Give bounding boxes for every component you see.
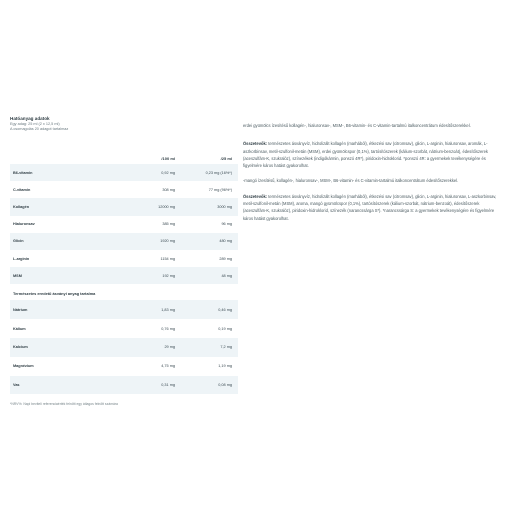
intro-paragraph: erdei gyümölcs ízesítésű kollagén-, hialuronsav-, MSM-, B6-vitamin- és C-vitamin-tartalmú italkoncentrátum édesítőszerekkel. <box>243 123 471 128</box>
row-per-25ml: 96 mg <box>221 222 232 227</box>
row-per-100ml: 0,92 mg <box>161 170 175 175</box>
row-name: Magnézium <box>13 364 34 369</box>
table-row <box>10 300 238 319</box>
table-row <box>10 233 238 250</box>
row-per-100ml: 12000 mg <box>158 204 175 209</box>
table-row <box>10 357 238 376</box>
minerals-section-title: Természetes eredetű ásványi anyag tartalma <box>13 290 96 296</box>
row-name: Nátrium <box>13 307 28 312</box>
active-ingredients-table <box>10 164 238 284</box>
row-name: B6-vitamin <box>13 170 33 175</box>
ingredients-text: természetes ásványvíz, hidrolizált kollagén (marhából), étkezési sav (citromsav), glicin, L-arginin, hialuronsav, L-aszkorbinsav, metil-szulfonil-metán (MSM), aroma, mangó gyümölcspor (0,1%), tartósítószerek (kálium-szorbát, nátrium-benzoát), édesítőszerek (aceszulfám-K, szukralóz), piridoxin-hidroklorid, színezék (narancssárga S*). *narancssárga S: a gyermekek tevékenységére és figyelmére káros hatást gyakorolhat. <box>243 193 497 221</box>
row-per-100ml: 29 mg <box>164 345 175 350</box>
row-name: Hialuronsav <box>13 222 35 227</box>
row-per-25ml: 0,46 mg <box>218 307 232 312</box>
product-description <box>243 122 503 230</box>
row-name: Vas <box>13 382 20 387</box>
row-per-100ml: 192 mg <box>162 273 175 278</box>
table-row <box>10 338 238 357</box>
row-per-100ml: 0,76 mg <box>161 326 175 331</box>
row-per-100ml: 0,31 mg <box>161 382 175 387</box>
row-per-25ml: 1,19 mg <box>218 364 232 369</box>
row-per-100ml: 1920 mg <box>160 239 175 244</box>
table-header <box>10 152 238 164</box>
table-row <box>10 216 238 233</box>
table-row <box>10 250 238 267</box>
row-per-25ml: 0,08 mg <box>218 382 232 387</box>
table-row <box>10 198 238 215</box>
row-per-100ml: 308 mg <box>162 187 175 192</box>
nutrition-panel <box>10 116 238 406</box>
row-per-100ml: 4,75 mg <box>161 364 175 369</box>
mango-paragraph: -mangó ízesítésű, kollagén-, hialuronsav-, MSM-, B6-vitamin- és C-vitamin-tartalmú italkoncentrátum édesítőszerekkel. <box>243 178 459 184</box>
row-per-25ml: 77 mg (96%*) <box>208 187 232 192</box>
panel-title: Hatóanyag adatok <box>10 116 50 121</box>
table-row <box>10 267 238 284</box>
ingredients-text: természetes ásványvíz, hidrolizált kollagén (marhából), étkezési sav (citromsav), glicin, L-arginin, hialuronsav, aromák, L-aszkorbinsav, metil-szulfonil-metán (MSM), erdei gyümölcspor (0,1%), tartósítószerek (kálium-szorbát, nátrium-benzoát), édesítőszerek (aceszulfám-K, szukralóz), színezékek (indigókármin, ponszó 4R*), piridoxin-hidroklorid. *ponszó 4R: a gyermekek tevékenységére és figyelmére káros hatást gyakorolhat. <box>243 141 488 169</box>
row-per-100ml: 1154 mg <box>160 256 175 261</box>
serving-size: Egy adag: 25 ml (2 x 12,5 ml) <box>10 122 60 126</box>
ingredients-paragraph-2 <box>243 193 503 222</box>
servings-per-pack: A csomagolás 20 adagot tartalmaz <box>10 127 69 131</box>
row-name: Kalcium <box>13 345 28 350</box>
header-per-100ml: /100 ml <box>161 155 175 161</box>
nrv-footnote: *NRV%: Napi beviteli referenciaérték felnőtt egy átlagos felnőtt számára <box>10 402 118 407</box>
table-row <box>10 319 238 338</box>
ingredients-paragraph-1 <box>243 140 503 169</box>
row-per-25ml: 7,2 mg <box>220 345 232 350</box>
row-name: C-vitamin <box>13 187 31 192</box>
ingredients-label: Összetevők: <box>243 193 268 199</box>
table-row <box>10 376 238 395</box>
header-per-25ml: /25 ml <box>220 155 232 161</box>
row-per-25ml: 3000 mg <box>217 204 232 209</box>
row-per-25ml: 0,23 mg (16%*) <box>205 170 232 175</box>
row-per-25ml: 289 mg <box>219 256 232 261</box>
row-name: Kollagén <box>13 204 30 209</box>
row-per-25ml: 48 mg <box>221 273 232 278</box>
row-per-25ml: 480 mg <box>219 239 232 244</box>
row-name: MSM <box>13 273 22 278</box>
table-row <box>10 181 238 198</box>
row-per-100ml: 385 mg <box>162 222 175 227</box>
row-name: L-arginin <box>13 256 30 261</box>
row-per-25ml: 0,19 mg <box>218 326 232 331</box>
row-name: Kálium <box>13 326 26 331</box>
ingredients-label: Összetevők: <box>243 141 268 147</box>
row-name: Glicin <box>13 239 24 244</box>
minerals-table <box>10 300 238 394</box>
table-row <box>10 164 238 181</box>
row-per-100ml: 1,83 mg <box>161 307 175 312</box>
